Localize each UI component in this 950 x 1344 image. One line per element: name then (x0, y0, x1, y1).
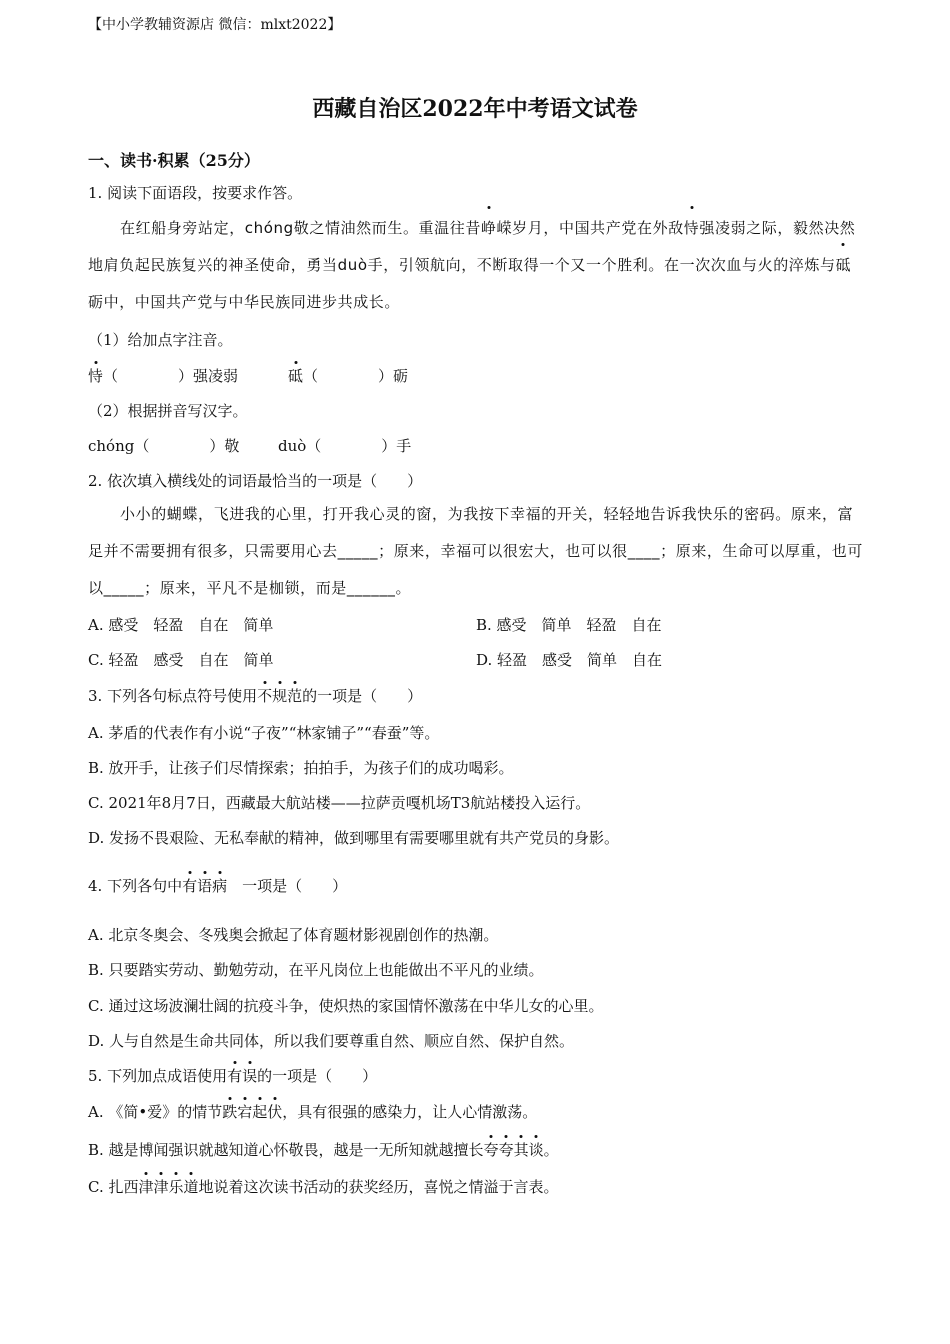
q2-passage: 小小的蝴蝶，飞进我的心里，打开我心灵的窗，为我按下幸福的开关，轻轻地告诉我快乐的密码。原来，富足并不需要拥有很多，只需要用心去_____；原来，幸福可以很宏大，也可以很____；原来，生命可以厚重，也可以_____；原来，平凡不是枷锁，而是______。 (88, 505, 863, 597)
dotted-char: 砥 (836, 247, 852, 284)
dotted-char: 宕 (237, 1103, 253, 1121)
q2-option-c: C. 轻盈 感受 自在 简单 (88, 651, 274, 669)
dotted-char: 乐 (168, 1178, 184, 1196)
q5-option-c: C. 扎西津津乐道地说着这次读书活动的获奖经历，喜悦之情溢于言表。 (88, 1178, 559, 1196)
q1-sub1-b: 砥（ ）砺 (288, 367, 409, 385)
dotted-char: 道 (183, 1178, 199, 1196)
page-header: 【中小学教辅资源店 微信：mlxt2022】 (88, 17, 342, 33)
dotted-char: 峥 (481, 210, 497, 247)
q4-option-d: D. 人与自然是生命共同体，所以我们要尊重自然、顺应自然、保护自然。 (88, 1032, 575, 1050)
q1-sub2: （2）根据拼音写汉字。 (88, 402, 248, 420)
section-heading: 一、读书·积累（25分） (88, 151, 260, 170)
q4-option-c: C. 通过这场波澜壮阔的抗疫斗争，使炽热的家国情怀激荡在中华儿女的心里。 (88, 997, 604, 1015)
dotted-char: 语 (197, 877, 213, 895)
q2-option-a: A. 感受 轻盈 自在 简单 (88, 616, 274, 634)
dotted-char: 津 (153, 1178, 169, 1196)
q1-stem: 1. 阅读下面语段，按要求作答。 (88, 184, 303, 202)
q5-option-a: A. 《简•爱》的情节跌宕起伏，具有很强的感染力，让人心情激荡。 (88, 1103, 538, 1121)
q3-option-c: C. 2021年8月7日，西藏最大航站楼——拉萨贡嘎机场T3航站楼投入运行。 (88, 794, 591, 812)
q1-sub1-a: 恃（ ）强凌弱 (88, 367, 239, 385)
q4-option-a: A. 北京冬奥会、冬残奥会掀起了体育题材影视剧创作的热潮。 (88, 926, 499, 944)
q1-sub2-a: chóng（ ）敬 (88, 437, 240, 455)
dotted-char: 起 (252, 1103, 268, 1121)
q2-option-d: D. 轻盈 感受 简单 自在 (476, 651, 663, 669)
dotted-char: 规 (272, 687, 288, 705)
dotted-char: 其 (513, 1141, 529, 1159)
q3-option-d: D. 发扬不畏艰险、无私奉献的精神，做到哪里有需要哪里就有共产党员的身影。 (88, 829, 620, 847)
q3-option-a: A. 茅盾的代表作有小说“子夜”“林家铺子”“春蚕”等。 (88, 724, 440, 742)
dotted-char: 津 (138, 1178, 154, 1196)
dotted-char: 夸 (483, 1141, 499, 1159)
q3-option-b: B. 放开手，让孩子们尽情探索；拍拍手，为孩子们的成功喝彩。 (88, 759, 514, 777)
dotted-char: 有 (182, 877, 198, 895)
dotted-char: 伏 (267, 1103, 283, 1121)
dotted-char: 误 (242, 1067, 258, 1085)
q5-option-b: B. 越是博闻强识就越知道心怀敬畏，越是一无所知就越擅长夸夸其谈。 (88, 1141, 559, 1159)
dotted-char: 范 (287, 687, 303, 705)
page-title: 西藏自治区2022年中考语文试卷 (312, 96, 638, 122)
q1-sub1: （1）给加点字注音。 (88, 331, 233, 349)
dotted-char: 恃 (684, 210, 700, 247)
q3-stem: 3. 下列各句标点符号使用不规范的一项是（ ） (88, 687, 423, 705)
dotted-char: 有 (227, 1067, 243, 1085)
dotted-char: 夸 (498, 1141, 514, 1159)
dotted-char: 谈 (528, 1141, 544, 1159)
q5-stem: 5. 下列加点成语使用有误的一项是（ ） (88, 1067, 378, 1085)
q2-option-b: B. 感受 简单 轻盈 自在 (476, 616, 662, 634)
q2-stem: 2. 依次填入横线处的词语最恰当的一项是（ ） (88, 472, 423, 490)
dotted-char: 病 (212, 877, 228, 895)
q1-sub2-b: duò（ ）手 (278, 437, 412, 455)
q4-option-b: B. 只要踏实劳动、勤勉劳动，在平凡岗位上也能做出不平凡的业绩。 (88, 961, 544, 979)
q4-stem: 4. 下列各句中有语病 一项是（ ） (88, 877, 348, 895)
dotted-char: 跌 (222, 1103, 238, 1121)
dotted-char: 不 (257, 687, 273, 705)
q1-passage: 在红船身旁站定，chóng敬之情油然而生。重温往昔峥嵘岁月，中国共产党在外敌恃强凌弱之际，毅然决然地肩负起民族复兴的神圣使命，勇当duò手，引领航向，不断取得一个又一个胜利。在一次次血与火的淬炼与砥砺中，中国共产党与中华民族同进步共成长。 (88, 210, 863, 321)
